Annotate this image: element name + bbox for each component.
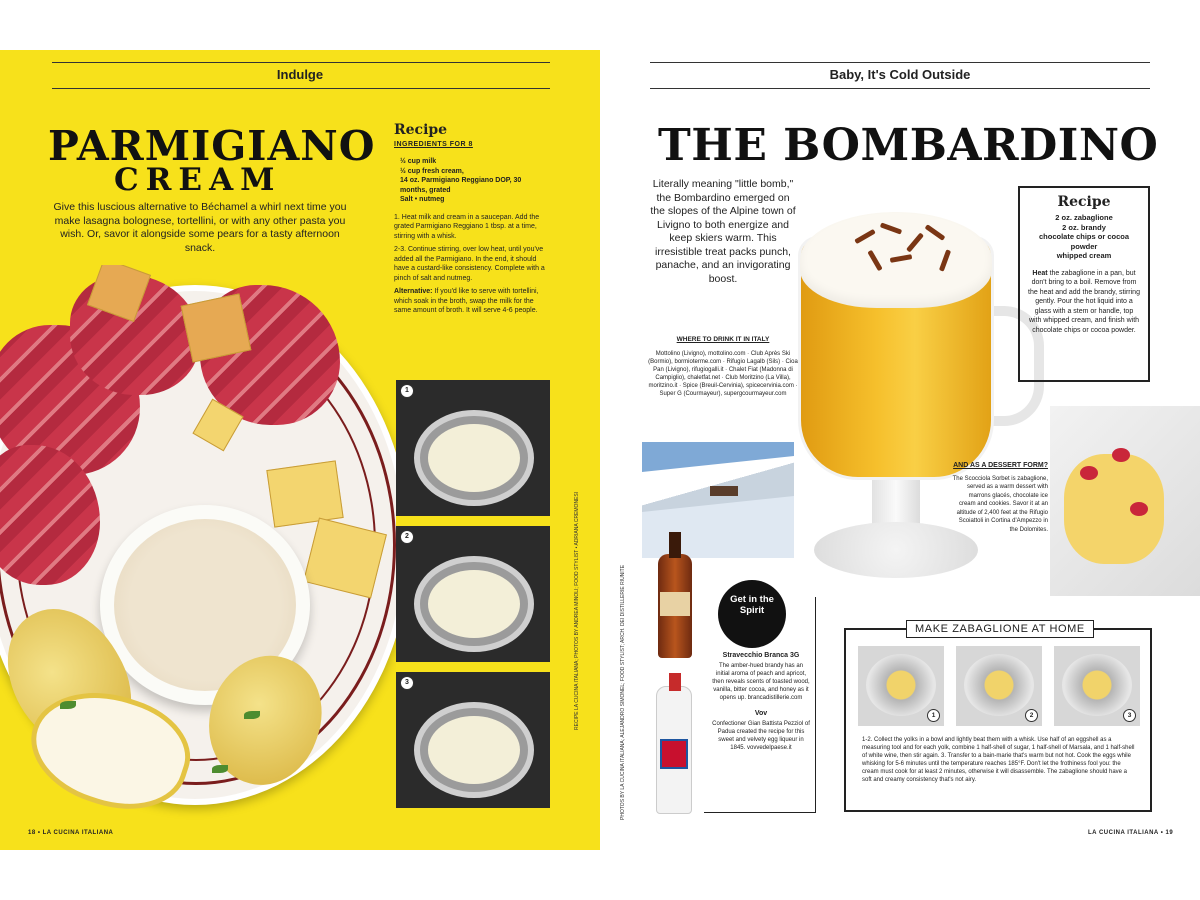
step-photos <box>396 380 550 810</box>
title-line1: PARMIGIANO <box>48 122 376 170</box>
spirit-text: Confectioner Gian Battista Pezziol of Padua created the recipe for this sweet and velvety egg liqueur in 1845. vovvedelpaese.it <box>712 721 810 751</box>
zabaglione-step-photo <box>858 646 944 726</box>
section-rule <box>52 88 550 89</box>
bottle-label <box>660 739 688 769</box>
alternative-text: If you'd like to serve with tortellini, which soak in the broth, swap the milk for the same amount of broth. It will serve 4-6 people. <box>394 288 539 314</box>
recipe-heading: Recipe <box>394 122 448 138</box>
bottle-label <box>660 592 690 616</box>
bottle-cap <box>669 673 681 691</box>
page-footer: 18 • LA CUCINA ITALIANA <box>28 830 114 836</box>
spirit-name: Vov <box>754 710 768 717</box>
photo-credit: PHOTOS BY LA CUCINA ITALIANA; ALEJANDRO SIMONEL; FOOD STYLIST; ARCH. DEI DISTILLERIE RIUNITE <box>620 564 626 820</box>
parmigiano-chunk <box>181 293 252 362</box>
milk <box>428 570 520 638</box>
step-photo-3 <box>396 672 550 808</box>
zabaglione-step-photo <box>1054 646 1140 726</box>
recipe-step: 1. Heat milk and cream in a saucepan. Add the grated Parmigiano Reggiano 1 tbsp. at a time, stirring with a whisk. <box>394 213 540 240</box>
milk <box>428 424 520 492</box>
zabaglione-instructions: 1-2. Collect the yolks in a bowl and lightly beat them with a whisk. Use half of an eggshell as a measuring tool and for each yolk, combine 1 half-shell of sugar, 1 half-shell of Marsala, and 1 half-shell of white wine, then stir again. 3. Transfer to a bain-marie that's warm but not hot. Cook the eggs while whisking for 5-6 minutes until the temperature reaches 185°F. Don't let the frothiness fool you: the cream must cook for at least 2 minutes, otherwise it will disassemble. The zabaglione should have a soft and creamy consistency that's not airy. <box>862 737 1135 783</box>
section-rule <box>650 88 1150 89</box>
top-rule <box>52 62 550 63</box>
dessert-sidebar <box>952 462 1048 534</box>
bottle-neck <box>669 532 681 558</box>
thyme-leaf <box>212 765 228 773</box>
snowy-ridge <box>642 456 794 512</box>
mixing-bowl <box>866 654 936 716</box>
recipe-method <box>1028 269 1140 336</box>
method-label: Heat <box>1032 269 1048 277</box>
step-number: 1 <box>927 709 940 722</box>
strawberry <box>1112 448 1130 462</box>
parmigiano-chunk <box>266 460 343 527</box>
step-photo-1 <box>396 380 550 516</box>
step-number: 3 <box>1123 709 1136 722</box>
recipe-alternative <box>394 287 550 316</box>
recipe-box <box>1018 186 1150 382</box>
right-page <box>600 50 1200 850</box>
top-rule <box>650 62 1150 63</box>
ingredient: ½ cup milk <box>400 158 437 165</box>
where-to-drink <box>648 336 798 398</box>
step-number: 3 <box>400 676 414 690</box>
brandy-bottle <box>658 554 692 658</box>
zabaglione-dessert <box>1064 454 1164 564</box>
spirit-text: The amber-hued brandy has an initial aroma of peach and apricot, then reveals scents of toasted wood, vanilla, bitter cocoa, and honey as it opens up. brancadistillerie.com <box>712 663 810 701</box>
zabaglione-box <box>844 623 1152 812</box>
mountain-photo <box>642 442 794 558</box>
ingredient: 14 oz. Parmigiano Reggiano DOP, 30 months, grated <box>400 177 522 194</box>
dessert-text: The Scocciola Sorbet is zabaglione, served as a warm dessert with marrons glacés, chocolate ice cream and cookies. Savor it at an altitude of 2,400 feet at the Rifugio Scoiattoli in Cortina d'Ampezzo in the Dolomites. <box>952 475 1048 533</box>
alternative-label: Alternative: <box>394 288 433 295</box>
ingredient: Salt • nutmeg <box>400 196 445 203</box>
left-page <box>0 50 600 850</box>
thyme-leaf <box>244 711 260 719</box>
zabaglione-heading: MAKE ZABAGLIONE AT HOME <box>906 620 1094 638</box>
ingredients-heading: INGREDIENTS FOR 8 <box>394 140 473 148</box>
recipe-ingredients: 2 oz. zabaglione 2 oz. brandy chocolate chips or cocoa powder whipped cream <box>1038 213 1130 260</box>
where-list: Mottolino (Livigno), mottolino.com · Club Après Ski (Bormio), bormioterme.com · Rifugio Lagalb (Sils) · Cioa Pan (Livigno), rifugiogalli.it · Chalet Fiat (Madonna di Campiglio), chaletfat.net · Club Moritzino (La Villa), moritzino.it · Spice (Breuil-Cervinia), spicecervinia.com · Super G (Courmayeur), supergcourmayeur.com <box>648 351 798 397</box>
where-heading: WHERE TO DRINK IT IN ITALY <box>676 336 770 343</box>
recipe-step: 2-3. Continue stirring, over low heat, until you've added all the Parmigiano. In the end, it should have a custard-like consistency. Complete with a pinch of salt and nutmeg. <box>394 246 545 282</box>
get-spirit-badge: Get in the Spirit <box>718 580 786 648</box>
mountain-hut <box>710 486 738 496</box>
intro-text: Give this luscious alternative to Béchamel a whirl next time you make lasagna bolognese, tortellini, or with any other pasta you wish. Or, savor it alongside some pears for a tasty afternoon snack. <box>53 201 347 254</box>
strawberry <box>1130 502 1148 516</box>
step-number: 1 <box>400 384 414 398</box>
milk <box>428 716 520 784</box>
page-title: THE BOMBARDINO <box>658 120 1159 171</box>
dessert-heading: AND AS A DESSERT FORM? <box>953 462 1048 469</box>
page-footer: LA CUCINA ITALIANA • 19 <box>1088 830 1174 836</box>
method-text: the zabaglione in a pan, but don't bring to a boil. Remove from the heat and add the brandy, stirring gently. Pour the hot liquid into a glass with a stem or handle, top with whipped cream, and finish with chocolate chips or cocoa powder. <box>1028 269 1140 334</box>
recipe-column <box>394 122 550 320</box>
ingredient: ½ cup fresh cream, <box>400 167 464 175</box>
intro-text: Literally meaning "little bomb," the Bombardino emerged on the slopes of the Alpine town of Livigno to both energize and keep skiers warm. This irresistible treat packs punch, panache, and an invigorating boost. <box>650 178 796 285</box>
photo-credit: RECIPE LA CUCINA ITALIANA; PHOTOS BY ANDREA MINOLI; FOOD STYLIST • ADRIANA CREMONESI <box>574 491 580 730</box>
strawberry <box>1080 466 1098 480</box>
zabaglione-step-photo <box>956 646 1042 726</box>
spirit-descriptions <box>712 652 810 752</box>
step-photo-2 <box>396 526 550 662</box>
thyme-leaf <box>60 701 76 709</box>
title-line2: CREAM <box>114 162 282 198</box>
mixing-bowl <box>964 654 1034 716</box>
step-number: 2 <box>1025 709 1038 722</box>
vov-bottle <box>656 686 692 814</box>
magazine-spread <box>0 50 1200 850</box>
step-number: 2 <box>400 530 414 544</box>
plate-photo <box>0 265 396 825</box>
section-label: Indulge <box>276 67 324 82</box>
ingredients-list <box>394 157 550 205</box>
dessert-photo <box>1050 406 1200 596</box>
recipe-heading: Recipe <box>1057 194 1111 210</box>
section-label: Baby, It's Cold Outside <box>829 67 971 82</box>
spirit-name: Stravecchio Branca 3G <box>722 652 800 659</box>
mixing-bowl <box>1062 654 1132 716</box>
